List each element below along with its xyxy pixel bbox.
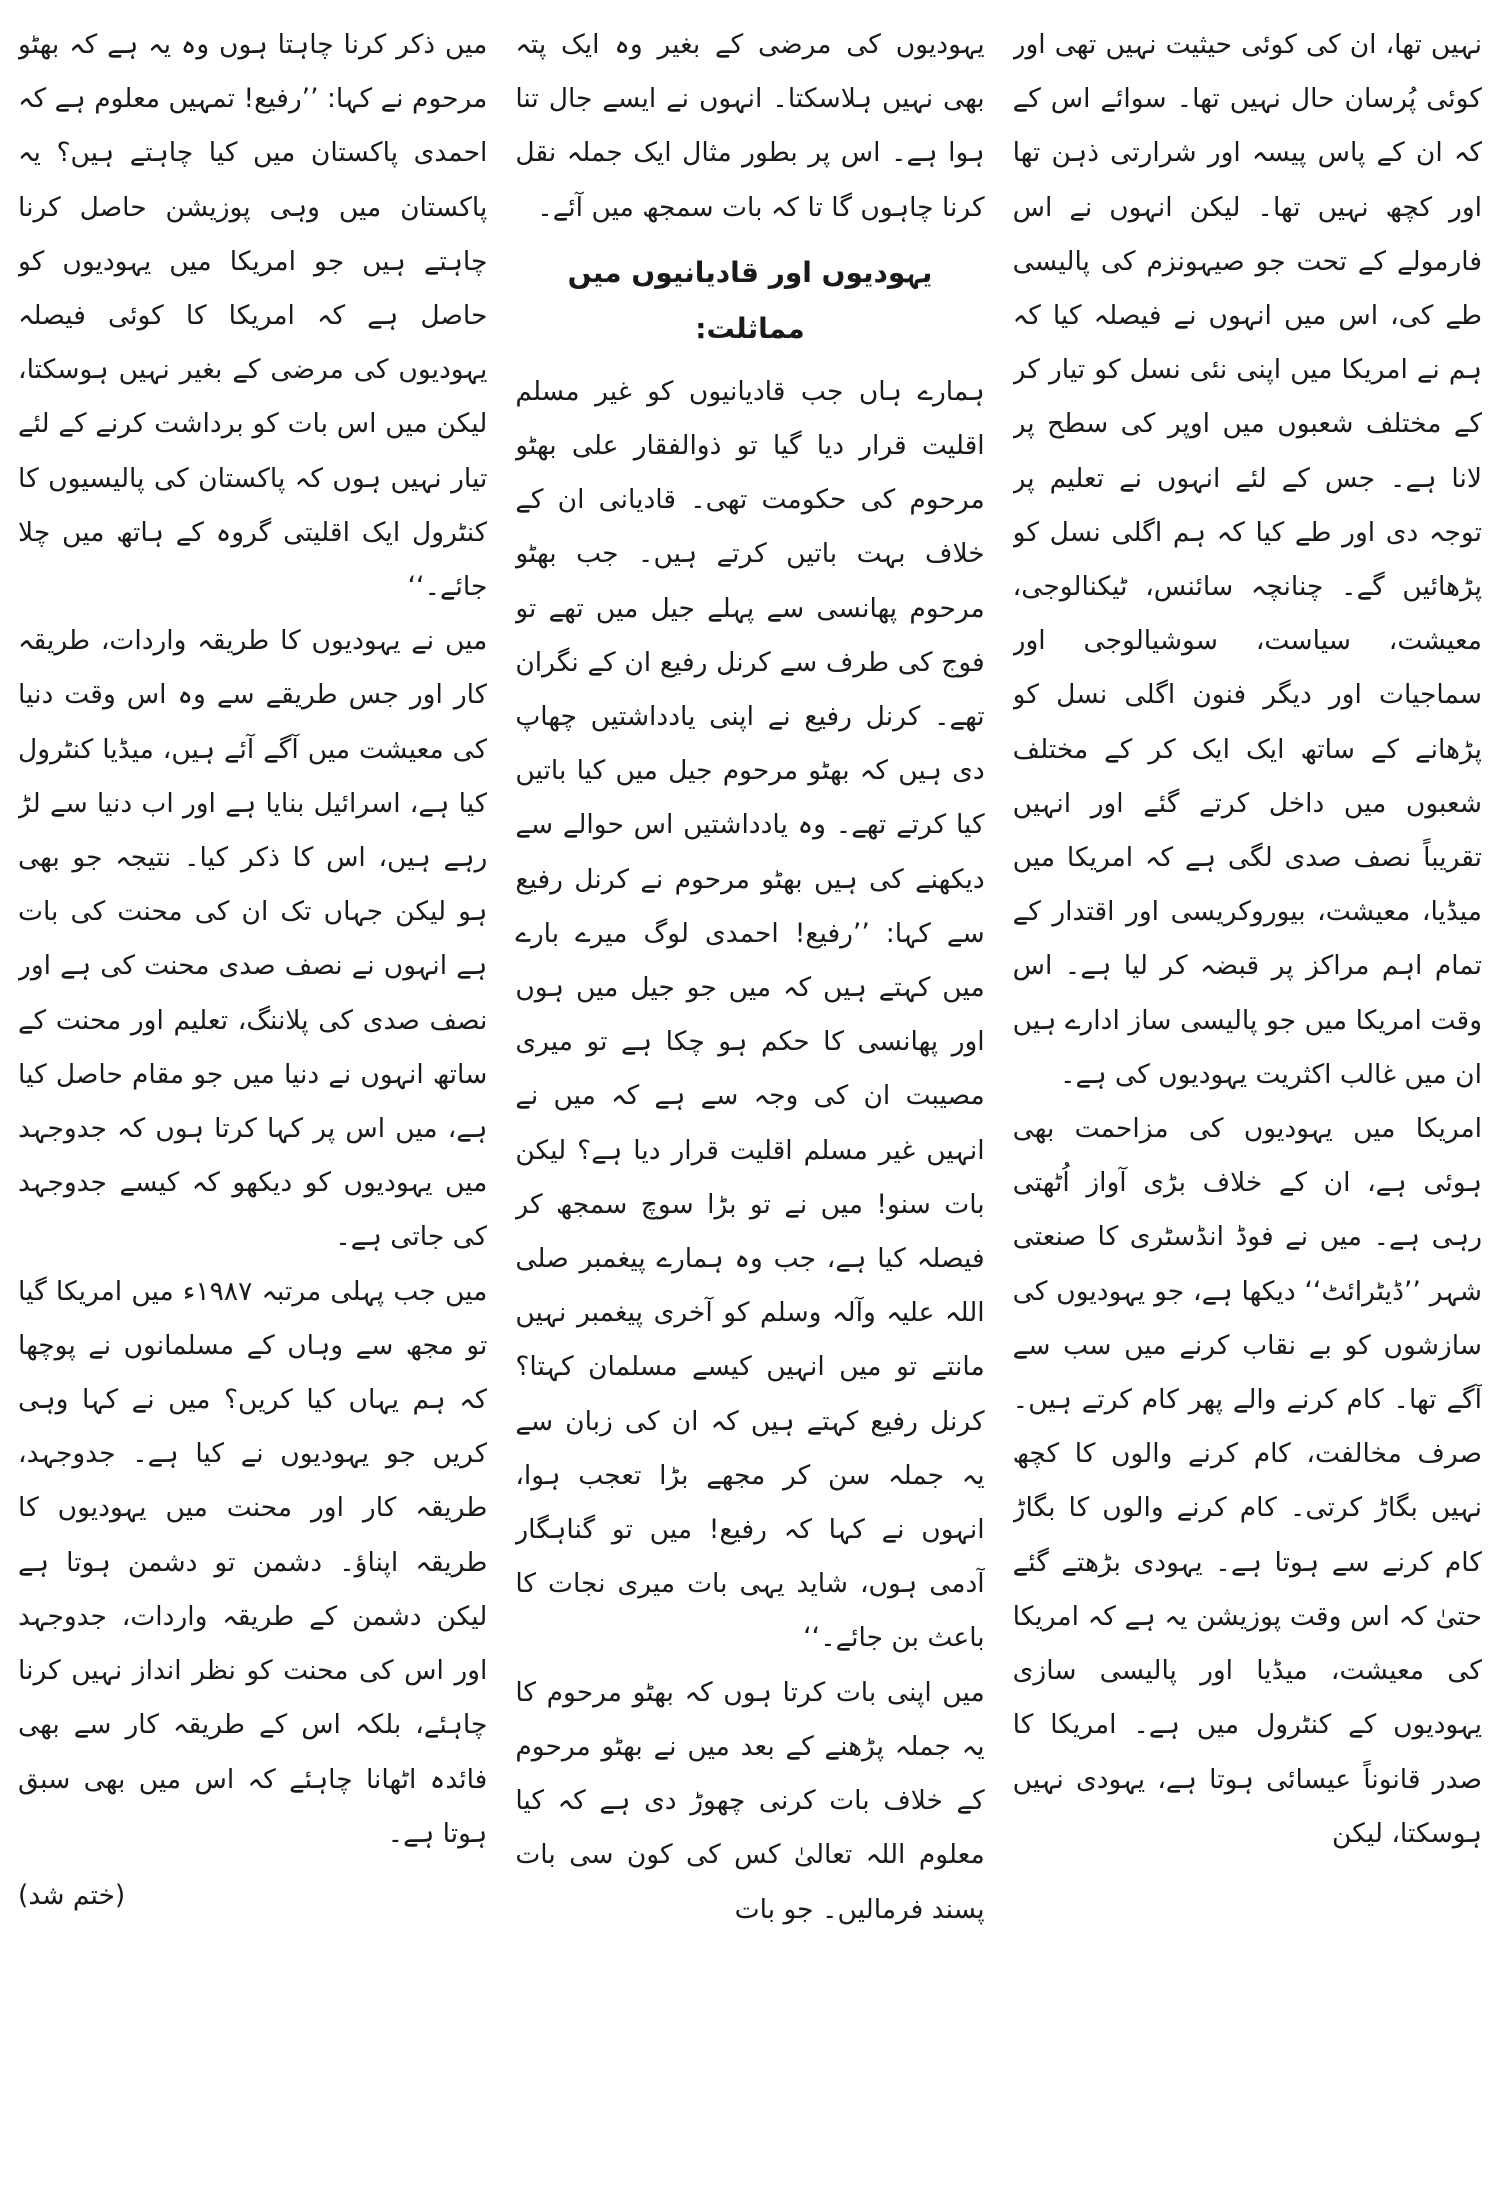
closing-note: (ختم شد) — [18, 1879, 126, 1911]
paragraph: میں نے یہودیوں کا طریقہ واردات، طریقہ کار اور جس طریقے سے وہ اس وقت دنیا کی معیشت میں آگے آئے ہیں، میڈیا کنٹرول کیا ہے، اسرائیل بنایا ہے اور اب دنیا سے لڑ رہے ہیں، اس کا ذکر کیا۔ نتیجہ جو بھی ہو لیکن جہاں تک ان کی محنت کی بات ہے انہوں نے نصف صدی محنت کی ہے اور نصف صدی کی پلاننگ، تعلیم اور محنت کے ساتھ انہوں نے دنیا میں جو مقام حاصل کیا ہے، میں اس پر کہا کرتا ہوں کہ جدوجہد میں یہودیوں کو دیکھو کہ کیسے جدوجہد کی جاتی ہے۔ — [18, 625, 488, 1253]
section-heading: یہودیوں اور قادیانیوں میں مماثلت: — [567, 255, 933, 345]
paragraph: میں اپنی بات کرتا ہوں کہ بھٹو مرحوم کا یہ جملہ پڑھنے کے بعد میں نے بھٹو مرحوم کے خلاف بات کرنی چھوڑ دی ہے کہ کیا معلوم اللہ تعالیٰ کس کی کون سی بات پسند فرمالیں۔ جو بات — [515, 1676, 985, 1925]
paragraph: میں جب پہلی مرتبہ ۱۹۸۷ء میں امریکا گیا تو مجھ سے وہاں کے مسلمانوں نے پوچھا کہ ہم یہاں کیا کریں؟ میں نے کہا وہی کریں جو یہودیوں نے کیا ہے۔ جدوجہد، طریقہ کار اور محنت میں یہودیوں کا طریقہ اپناؤ۔ دشمن تو دشمن ہوتا ہے لیکن دشمن کے طریقہ واردات، جدوجہد اور اس کی محنت کو نظر انداز نہیں کرنا چاہئے، بلکہ اس کے طریقہ کار سے بھی فائدہ اٹھانا چاہئے کہ اس میں بھی سبق ہوتا ہے۔ — [18, 1275, 488, 1849]
paragraph: امریکا میں یہودیوں کی مزاحمت بھی ہوئی ہے، ان کے خلاف بڑی آواز اُٹھتی رہی ہے۔ میں نے فوڈ انڈسٹری کا صنعتی شہر ’’ڈیٹرائٹ‘‘ دیکھا ہے، جو یہودیوں کی سازشوں کو بے نقاب کرنے میں سب سے آگے تھا۔ کام کرنے والے پھر کام کرتے ہیں۔ صرف مخالفت، کام کرنے والوں کا کچھ نہیں بگاڑ کرتی۔ کام کرنے والوں کا بگاڑ کام کرنے سے ہوتا ہے۔ یہودی بڑھتے گئے حتیٰ کہ اس وقت پوزیشن یہ ہے کہ امریکا کی معیشت، میڈیا اور پالیسی سازی یہودیوں کے کنٹرول میں ہے۔ امریکا کا صدر قانوناً عیسائی ہوتا ہے، یہودی نہیں ہوسکتا، لیکن — [1012, 1113, 1482, 1849]
column-right — [1013, 18, 1482, 2182]
paragraph: نہیں تھا، ان کی کوئی حیثیت نہیں تھی اور کوئی پُرسان حال نہیں تھا۔ سوائے اس کے کہ ان کے پاس پیسہ اور شرارتی ذہن تھا اور کچھ نہیں تھا۔ لیکن انہوں نے اس فارمولے کے تحت جو صیہونزم کی پالیسی طے کی، اس میں انہوں نے فیصلہ کیا کہ ہم نے امریکا میں اپنی نئی نسل کو تیار کر کے مختلف شعبوں میں اوپر کی سطح پر لانا ہے۔ جس کے لئے انہوں نے تعلیم پر توجہ دی اور طے کیا کہ ہم اگلی نسل کو پڑھائیں گے۔ چنانچہ سائنس، ٹیکنالوجی، معیشت، سیاست، سوشیالوجی اور سماجیات اور دیگر فنون اگلی نسل کو پڑھانے کے ساتھ ایک ایک کر کے مختلف شعبوں میں داخل کرتے گئے اور انہیں تقریباً نصف صدی لگی ہے کہ امریکا میں میڈیا، معیشت، بیوروکریسی اور اقتدار کے تمام اہم مراکز پر قبضہ کر لیا ہے۔ اس وقت امریکا میں جو پالیسی ساز ادارے ہیں ان میں غالب اکثریت یہودیوں کی ہے۔ — [1012, 29, 1482, 1090]
newspaper-page — [18, 18, 1482, 2182]
column-middle — [515, 18, 984, 2182]
paragraph: ہمارے ہاں جب قادیانیوں کو غیر مسلم اقلیت قرار دیا گیا تو ذوالفقار علی بھٹو مرحوم کی حکومت تھی۔ قادیانی ان کے خلاف بہت باتیں کرتے ہیں۔ جب بھٹو مرحوم پھانسی سے پہلے جیل میں تھے تو فوج کی طرف سے کرنل رفیع ان کے نگران تھے۔ کرنل رفیع نے اپنی یادداشتیں چھاپ دی ہیں کہ بھٹو مرحوم جیل میں کیا باتیں کیا کرتے تھے۔ وہ یادداشتیں اس حوالے سے دیکھنے کی ہیں بھٹو مرحوم نے کرنل رفیع سے کہا: ’’رفیع! احمدی لوگ میرے بارے میں کہتے ہیں کہ میں جو جیل میں ہوں اور پھانسی کا حکم ہو چکا ہے تو میری مصیبت ان کی وجہ سے ہے کہ میں نے انہیں غیر مسلم اقلیت قرار دیا ہے؟ لیکن بات سنو! میں نے تو بڑا سوچ سمجھ کر فیصلہ کیا ہے، جب وہ ہمارے پیغمبر صلی اللہ علیہ وآلہ وسلم کو آخری پیغمبر نہیں مانتے تو میں انہیں کیسے مسلمان کہتا؟ کرنل رفیع کہتے ہیں کہ ان کی زبان سے یہ جملہ سن کر مجھے بڑا تعجب ہوا، انہوں نے کہا کہ رفیع! میں تو گناہگار آدمی ہوں، شاید یہی بات میری نجات کا باعث بن جائے۔‘‘ — [515, 375, 985, 1654]
paragraph: میں ذکر کرنا چاہتا ہوں وہ یہ ہے کہ بھٹو مرحوم نے کہا: ’’رفیع! تمہیں معلوم ہے کہ احمدی پاکستان میں کیا چاہتے ہیں؟ یہ پاکستان میں وہی پوزیشن حاصل کرنا چاہتے ہیں جو امریکا میں یہودیوں کو حاصل ہے کہ امریکا کا کوئی فیصلہ یہودیوں کی مرضی کے بغیر نہیں ہوسکتا، لیکن میں اس بات کو برداشت کرنے کے لئے تیار نہیں ہوں کہ پاکستان کی پالیسیوں کا کنٹرول ایک اقلیتی گروہ کے ہاتھ میں چلا جائے۔‘‘ — [18, 29, 488, 603]
column-left — [18, 18, 487, 2182]
paragraph: یہودیوں کی مرضی کے بغیر وہ ایک پتہ بھی نہیں ہلاسکتا۔ انہوں نے ایسے جال تنا ہوا ہے۔ اس پر بطور مثال ایک جملہ نقل کرنا چاہوں گا تا کہ بات سمجھ میں آئے۔ — [515, 29, 985, 223]
